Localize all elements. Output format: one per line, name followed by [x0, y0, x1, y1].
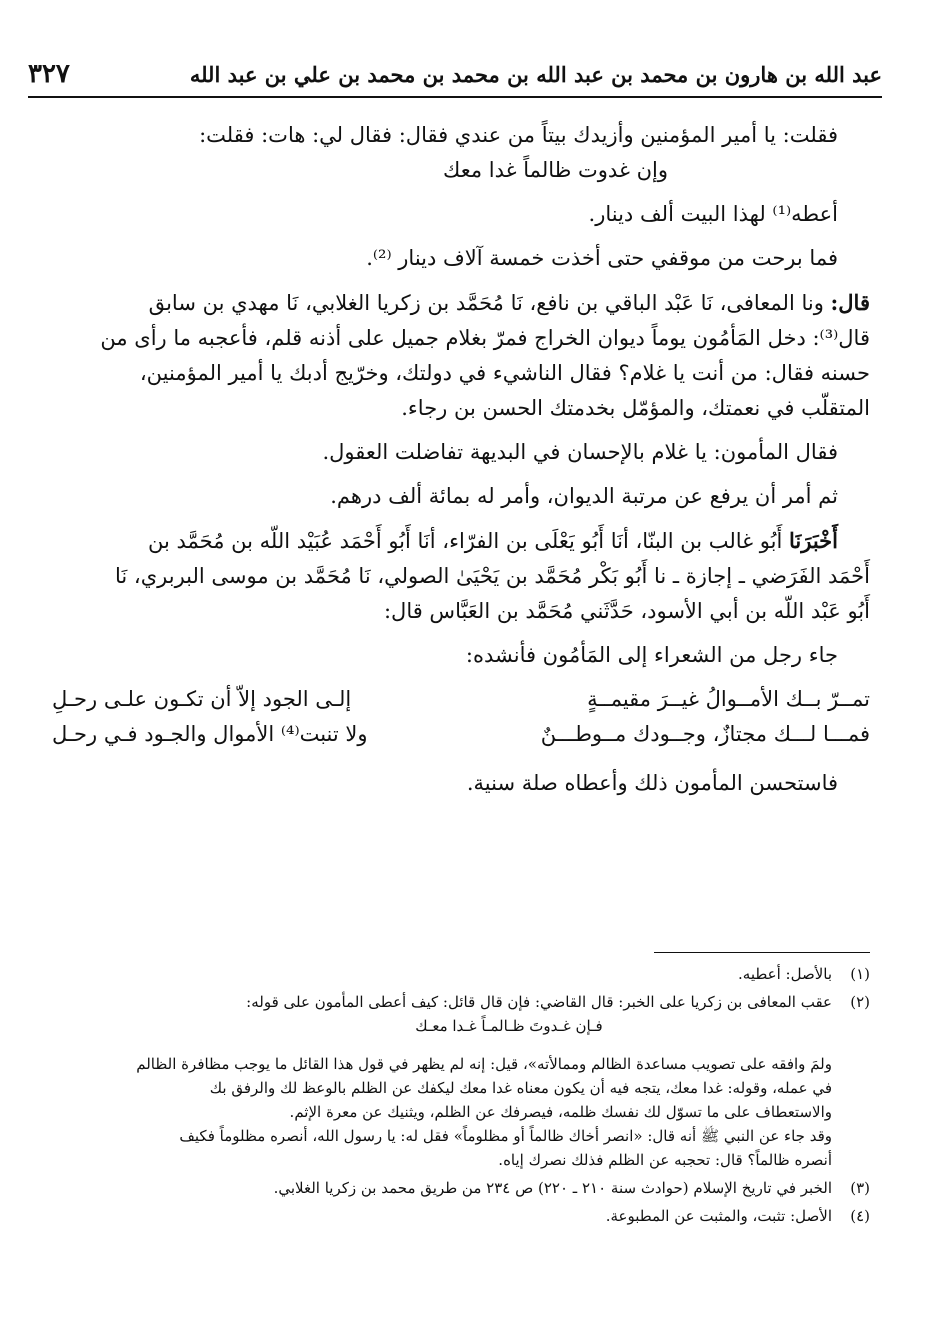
footnote-text: الأصل: تثبت، والمثبت عن المطبوعة.: [605, 1207, 832, 1225]
text-line: أَبُو عَبْد اللّه بن أبي الأسود، حَدَّثَني مُحَمَّد بن العَبَّاس قال:: [383, 599, 870, 623]
text-line: فما برحت من موقفي حتى أخذت خمسة آلاف دينار ⁽²⁾.: [366, 246, 838, 270]
text-line: فاستحسن المأمون ذلك وأعطاه صلة سنية.: [466, 771, 838, 795]
footnote-number: (٤): [850, 1207, 870, 1225]
footnote-text: الخبر في تاريخ الإسلام (حوادث سنة ٢١٠ ـ ٢٢٠) ص ٢٣٤ من طريق محمد بن زكريا الغلابي.: [273, 1179, 832, 1197]
footnote-separator: [654, 952, 870, 953]
text-line: حسنه فقال: من أنت يا غلام؟ فقال الناشيء في دولتك، وخرّيج أدبك يا أمير المؤمنين،: [139, 361, 870, 385]
poem-half-line: وإن غدوت ظالماً غدا معك: [443, 158, 668, 182]
paragraph-4: [52, 285, 870, 426]
main-text: [52, 118, 870, 810]
running-title: عبد الله بن هارون بن محمد بن عبد الله بن محمد بن محمد بن علي بن عبد الله: [189, 61, 882, 87]
verse-row: [52, 682, 870, 717]
footnote-number: (٢): [850, 993, 870, 1011]
paragraph-7: [52, 523, 870, 629]
text-line: قال⁽³⁾: دخل المَأمُون يوماً ديوان الخراج فمرّ بغلام جميل على أذنه قلم، فأعجبه ما رأى من: [100, 326, 870, 350]
paragraph-6: [52, 479, 870, 514]
paragraph-lead: قال:: [830, 290, 870, 315]
paragraph-lead: أَخْبَرَنَا: [789, 528, 838, 553]
footnote-verse: فـإن غـدوتَ ظـالمـاً غـدا معـك: [415, 1017, 603, 1035]
footnote-2-commentary: [46, 1052, 870, 1172]
verse-first-hemistich: فمـــا لـــك مجتازٌ، وجــودك مــوطـــنٌ: [540, 722, 870, 746]
paragraph-5: [52, 435, 870, 470]
text-line: فقال المأمون: يا غلام بالإحسان في البديهة تفاضلت العقول.: [322, 440, 838, 464]
footnote-line: ولمَ وافقه على تصويب مساعدة الظالم وممالأته»، قيل: إنه لم يظهر في قول هذا القائل ما يوجب مظافرة الظالم: [136, 1055, 832, 1073]
text-line: فقلت: يا أمير المؤمنين وأزيدك بيتاً من عندي فقال: فقال لي: هات: فقلت:: [199, 123, 838, 147]
footnote-text: [46, 990, 832, 1038]
verse-second-hemistich: ولا تنبت⁽⁴⁾ الأموال والجـود فـي رحـل: [52, 722, 368, 746]
footnote-line: عقب المعافى بن زكريا على الخبر: قال القاضي: فإن قال قائل: كيف أعطى المأمون على قوله:: [246, 993, 832, 1011]
text-line: [52, 285, 870, 321]
page-header: [28, 52, 882, 98]
footnote-line: وقد جاء عن النبي ﷺ أنه قال: «انصر أخاك ظالماً أو مظلوماً» فقل له: يا رسول الله، أنصره مظلوماً فكيف: [179, 1127, 832, 1145]
footnote-text: بالأصل: أعطيه.: [738, 965, 832, 983]
footnote-2: [46, 990, 870, 1038]
text-line: أَحْمَد الفَرَضي ـ إجازة ـ نا أَبُو بَكْر مُحَمَّد بن يَحْيَىٰ الصولي، نَا مُحَمَّد بن موسى البربري، نَا: [115, 564, 870, 588]
paragraph-9: [52, 766, 870, 801]
paragraph-1: [52, 118, 870, 188]
text-line: المتقلّب في نعمتك، والمؤمّل بخدمتك الحسن بن رجاء.: [401, 396, 870, 420]
poem-verses: [52, 682, 870, 752]
verse-first-hemistich: تمــرّ بــك الأمــوالُ غيــرَ مقيمــةٍ: [587, 687, 870, 711]
footnote-line: والاستعطاف على ما تسوّل لك نفسك ظلمه، فيصرفك عن الظلم، ويثنيك عن معرة الإثم.: [289, 1103, 832, 1121]
text-line: ثم أمر أن يرفع عن مرتبة الديوان، وأمر له بمائة ألف درهم.: [330, 484, 838, 508]
verse-second-hemistich: إلـى الجود إلاّ أن تكـون علـى رحـلِ: [52, 687, 352, 711]
paragraph-2: [52, 197, 870, 232]
paragraph-8: [52, 638, 870, 673]
footnotes: [46, 962, 870, 1232]
footnote-line: في عمله، وقوله: غدا معك، يتجه فيه أن يكون معناه غدا معك ليكفك عن الظلم بالوعظ لك والرفق بك: [209, 1079, 832, 1097]
footnote-3: [46, 1176, 870, 1200]
text-line: جاء رجل من الشعراء إلى المَأمُون فأنشده:: [465, 643, 838, 667]
footnote-number: (١): [850, 965, 870, 983]
footnote-line: أنصره ظالماً؟ قال: تحجبه عن الظلم فذلك نصرك إياه.: [498, 1151, 832, 1169]
footnote-4: [46, 1204, 870, 1228]
paragraph-3: [52, 241, 870, 276]
footnote-1: [46, 962, 870, 986]
text-line: أعطه⁽¹⁾ لهذا البيت ألف دينار.: [588, 202, 838, 226]
footnote-number: (٣): [850, 1179, 870, 1197]
verse-row: [52, 717, 870, 752]
text-segment: أَبُو غالب بن البنّا، أنَا أَبُو يَعْلَى بن الفرّاء، أنَا أَبُو أَحْمَد عُبَيْد اللّه بن مُحَمَّد بن: [148, 529, 783, 553]
text-line: [52, 523, 870, 559]
page-number: ٣٢٧: [28, 59, 70, 89]
text-segment: ونا المعافى، نَا عَبْد الباقي بن نافع، نَا مُحَمَّد بن زكريا الغلابي، نَا مهدي بن سابق: [148, 291, 824, 315]
